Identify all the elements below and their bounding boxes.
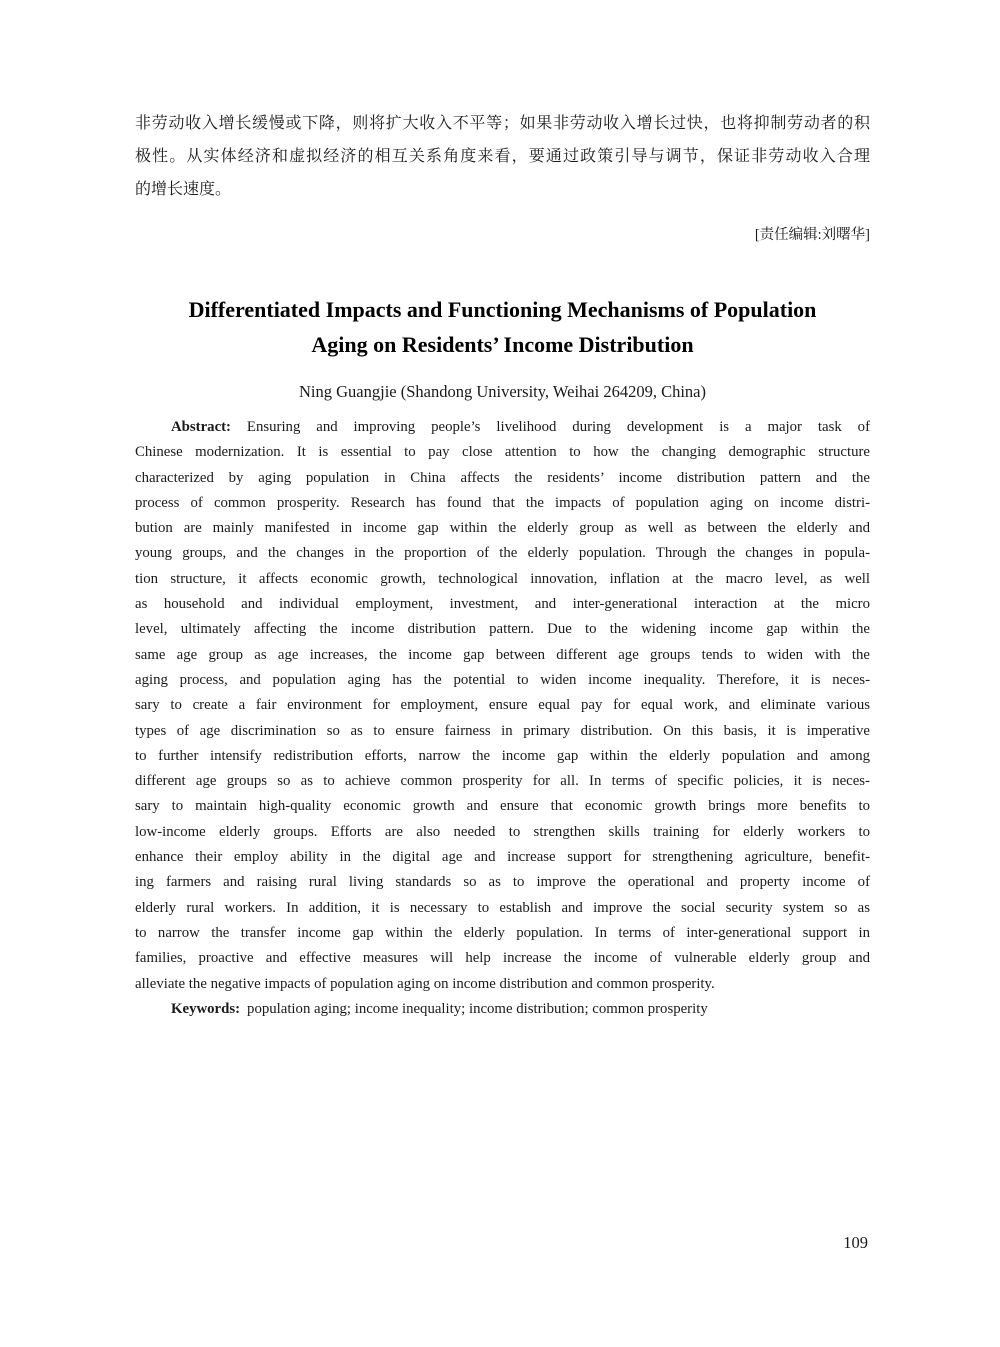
abstract-line: sary to maintain high-quality economic growth and ensure that economic growth brings more benefits to: [135, 798, 870, 815]
abstract-line: to further intensify redistribution efforts, narrow the income gap within the elderly population and among: [135, 747, 870, 764]
abstract-line: alleviate the negative impacts of population aging on income distribution and common prosperity.: [135, 975, 715, 992]
editor-note: [责任编辑:刘曙华]: [754, 227, 870, 243]
abstract-line: ing farmers and raising rural living standards so as to improve the operational and property income of: [135, 874, 870, 891]
cn-paragraph-line: 极性。从实体经济和虚拟经济的相互关系角度来看，要通过政策引导与调节，保证非劳动收入合理: [135, 148, 870, 165]
abstract-line: young groups, and the changes in the proportion of the elderly population. Through the changes in popula-: [135, 545, 870, 562]
abstract-line: families, proactive and effective measures will help increase the income of vulnerable elderly group and: [135, 950, 870, 967]
abstract-line: same age group as age increases, the income gap between different age groups tends to widen with the: [135, 646, 870, 663]
abstract-line: low-income elderly groups. Efforts are also needed to strengthen skills training for elderly workers to: [135, 823, 870, 840]
abstract-line: tion structure, it affects economic growth, technological innovation, inflation at the macro level, as well: [135, 570, 870, 587]
author-affiliation: Ning Guangjie (Shandong University, Weihai 264209, China): [299, 382, 706, 401]
page-number: 109: [843, 1233, 868, 1252]
keywords-line: [135, 997, 870, 1022]
abstract-line: process of common prosperity. Research has found that the impacts of population aging on income distri-: [135, 494, 870, 511]
article-title-line1: Differentiated Impacts and Functioning Mechanisms of Population: [188, 297, 817, 322]
abstract-section: [135, 415, 870, 1022]
abstract-line: enhance their employ ability in the digital age and increase support for strengthening agriculture, benefit-: [135, 849, 870, 866]
abstract-line: different age groups so as to achieve common prosperity for all. In terms of specific policies, it is neces-: [135, 773, 870, 790]
abstract-paragraph: [135, 415, 870, 997]
keywords-label: Keywords:: [171, 1000, 241, 1017]
abstract-label: Abstract:: [171, 419, 231, 435]
abstract-line: Abstract: Ensuring and improving people’s livelihood during development is a major task of: [171, 419, 870, 435]
prev-article-paragraph: [135, 107, 870, 206]
abstract-line: level, ultimately affecting the income distribution pattern. Due to the widening income gap within the: [135, 621, 870, 638]
article-title-line2: Aging on Residents’ Income Distribution: [311, 332, 694, 357]
abstract-line: aging process, and population aging has the potential to widen income inequality. Therefore, it is neces-: [135, 671, 870, 688]
article-title: [135, 292, 870, 362]
abstract-line: bution are mainly manifested in income gap within the elderly group as well as between the elderly and: [135, 520, 870, 537]
abstract-line: to narrow the transfer income gap within the elderly population. In terms of inter-generational support in: [135, 924, 870, 941]
abstract-line: elderly rural workers. In addition, it is necessary to establish and improve the social security system so as: [135, 899, 870, 916]
abstract-line: types of age discrimination so as to ensure fairness in primary distribution. On this basis, it is imperative: [135, 722, 870, 739]
abstract-line: characterized by aging population in China affects the residents’ income distribution pattern and the: [135, 469, 870, 486]
keywords-text: population aging; income inequality; income distribution; common prosperity: [247, 1000, 708, 1017]
abstract-line: Chinese modernization. It is essential to pay close attention to how the changing demographic structure: [135, 444, 870, 461]
cn-paragraph-line: 非劳动收入增长缓慢或下降，则将扩大收入不平等；如果非劳动收入增长过快，也将抑制劳动者的积: [135, 115, 870, 132]
abstract-line: sary to create a fair environment for employment, ensure equal pay for equal work, and eliminate various: [135, 697, 870, 714]
cn-paragraph-line: 的增长速度。: [135, 181, 232, 198]
abstract-line: as household and individual employment, investment, and inter-generational interaction at the micro: [135, 596, 870, 613]
